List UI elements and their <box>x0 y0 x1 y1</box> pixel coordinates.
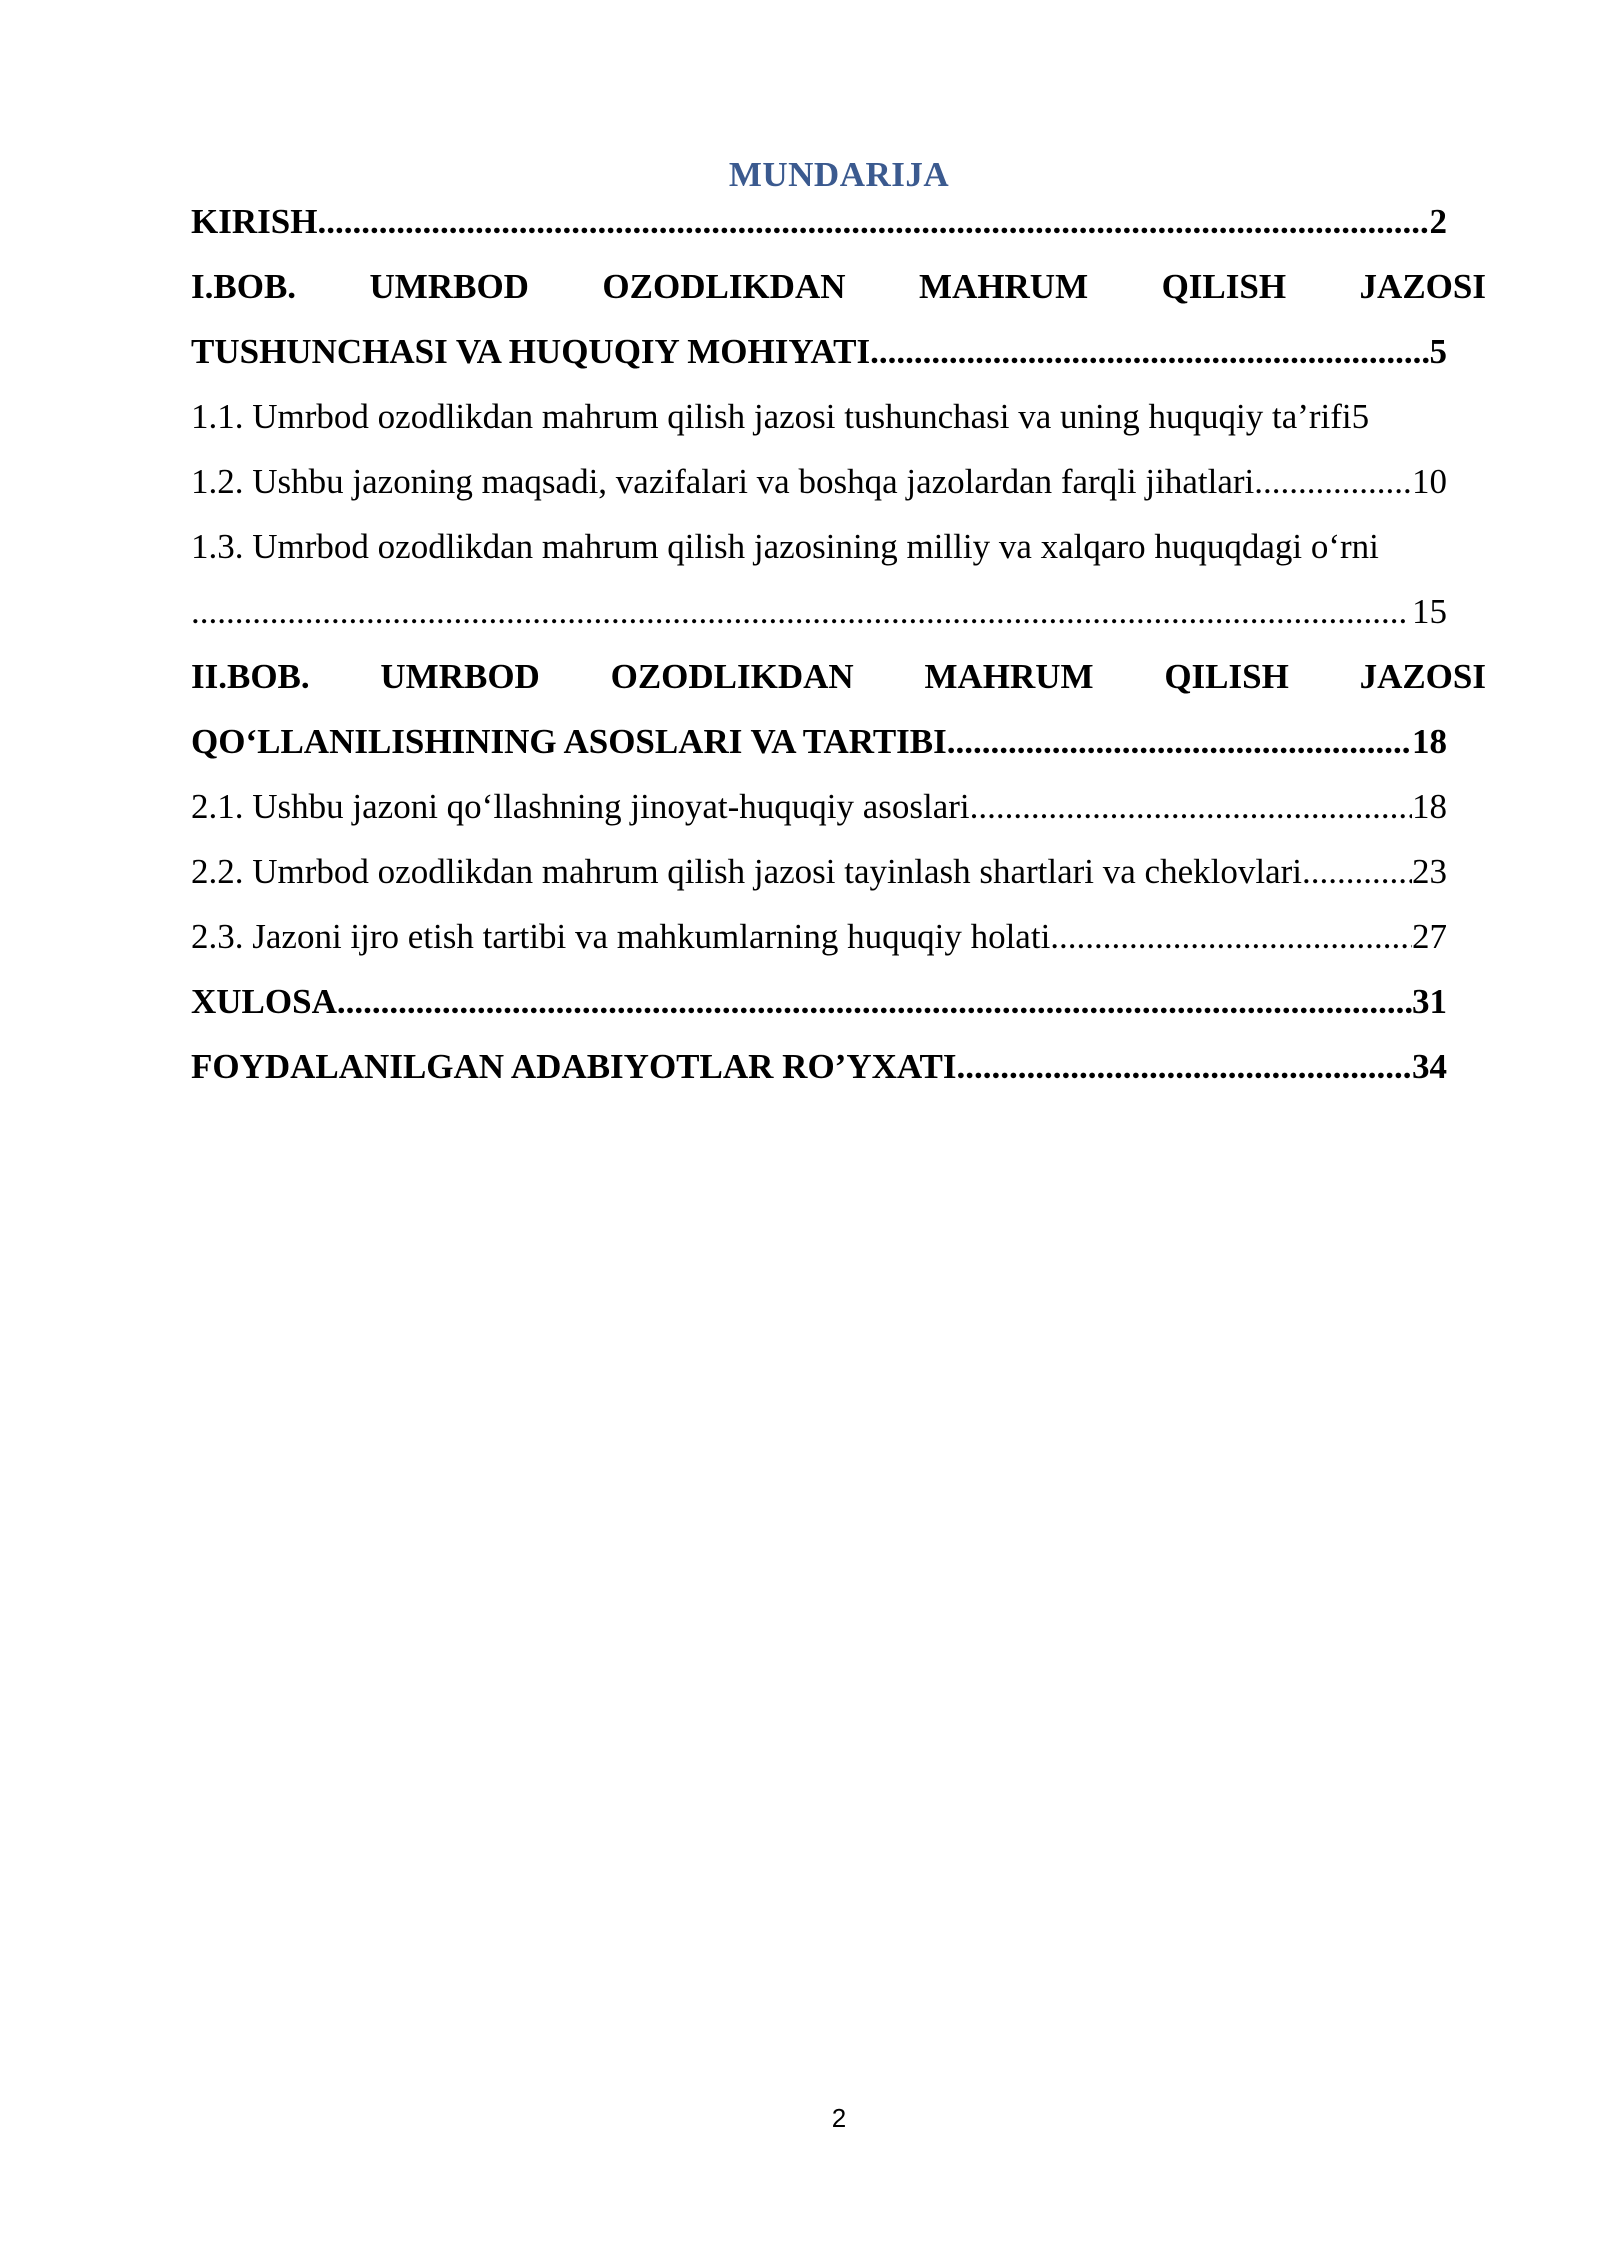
toc-title: MUNDARIJA <box>728 155 950 194</box>
dot-leader <box>1254 449 1412 514</box>
toc-entry-1-3-continued[interactable] <box>191 579 1486 644</box>
toc-entry-2-2[interactable] <box>191 839 1486 904</box>
toc-entry-text: 1.2. Ushbu jazoning maqsadi, vazifalari va boshqa jazolardan farqli jihatlari <box>191 462 1255 501</box>
toc-entry-text: 2.3. Jazoni ijro etish tartibi va mahkumlarning huquqiy holati <box>191 917 1051 956</box>
dot-leader <box>337 969 1412 1034</box>
toc-entry-page: 5 <box>1429 332 1447 371</box>
toc-entry-1-3[interactable] <box>191 514 1486 579</box>
dot-leader <box>317 189 1429 254</box>
toc-entry-page: 18 <box>1412 722 1447 761</box>
toc-entry-page: 10 <box>1412 462 1447 501</box>
toc-entry-text: 1.1. Umrbod ozodlikdan mahrum qilish jazosi tushunchasi va uning huquqiy ta’rifi5 <box>191 397 1370 436</box>
toc-word: QILISH <box>1161 267 1287 306</box>
toc-word: UMRBOD <box>369 267 529 306</box>
toc-entry-text: 1.3. Umrbod ozodlikdan mahrum qilish jazosining milliy va xalqaro huquqdagi o‘rni <box>191 527 1379 566</box>
dot-leader <box>1311 839 1412 904</box>
toc-entry-text: XULOSA <box>191 982 337 1021</box>
toc-entry-2-1[interactable] <box>191 774 1486 839</box>
toc-word: JAZOSI <box>1359 657 1486 696</box>
toc-entry-text: 2.1. Ushbu jazoni qo‘llashning jinoyat-huquqiy asoslari <box>191 787 970 826</box>
dot-leader <box>957 1034 1412 1099</box>
toc-entry-xulosa[interactable] <box>191 969 1486 1034</box>
toc-entry-page: 23 <box>1412 852 1447 891</box>
toc-entry-1-2[interactable] <box>191 449 1486 514</box>
toc-entry-2-3[interactable] <box>191 904 1486 969</box>
toc-entry-1-1[interactable] <box>191 384 1486 449</box>
toc-entry-chapter-2[interactable] <box>191 644 1486 709</box>
page-number: 2 <box>831 2103 847 2133</box>
toc-entry-kirish[interactable] <box>191 189 1486 254</box>
toc-word: JAZOSI <box>1359 267 1486 306</box>
toc-word: MAHRUM <box>924 657 1094 696</box>
toc-word: OZODLIKDAN <box>610 657 854 696</box>
toc-word: QILISH <box>1164 657 1289 696</box>
toc-entry-page: 31 <box>1412 982 1447 1021</box>
toc-entry-chapter-1-continued[interactable] <box>191 319 1486 384</box>
toc-entry-page: 27 <box>1412 917 1447 956</box>
toc-word: UMRBOD <box>380 657 540 696</box>
toc-word: I.BOB. <box>191 267 297 306</box>
toc-word: OZODLIKDAN <box>602 267 846 306</box>
toc-entry-references[interactable] <box>191 1034 1486 1099</box>
toc-entry-text: 2.2. Umrbod ozodlikdan mahrum qilish jazosi tayinlash shartlari va cheklovlari. <box>191 852 1311 891</box>
toc-entry-chapter-2-continued[interactable] <box>191 709 1486 774</box>
dot-leader <box>1050 904 1412 969</box>
dot-leader <box>947 709 1412 774</box>
toc-entry-chapter-1[interactable] <box>191 254 1486 319</box>
dot-leader <box>870 319 1429 384</box>
toc-entry-page: 34 <box>1412 1047 1447 1086</box>
toc-word: MAHRUM <box>918 267 1089 306</box>
toc-entry-text: FOYDALANILGAN ADABIYOTLAR RO’YXATI <box>191 1047 957 1086</box>
toc-entry-page: 15 <box>1412 592 1447 631</box>
table-of-contents <box>191 189 1486 1099</box>
toc-entry-text: TUSHUNCHASI VA HUQUQIY MOHIYATI <box>191 332 871 371</box>
toc-entry-page: 18 <box>1412 787 1447 826</box>
dot-leader <box>191 579 1406 644</box>
toc-word: II.BOB. <box>191 657 310 696</box>
toc-entry-text: KIRISH <box>191 202 318 241</box>
dot-leader <box>970 774 1412 839</box>
toc-entry-page: 2 <box>1429 202 1447 241</box>
toc-entry-text: QO‘LLANILISHINING ASOSLARI VA TARTIBI <box>191 722 947 761</box>
